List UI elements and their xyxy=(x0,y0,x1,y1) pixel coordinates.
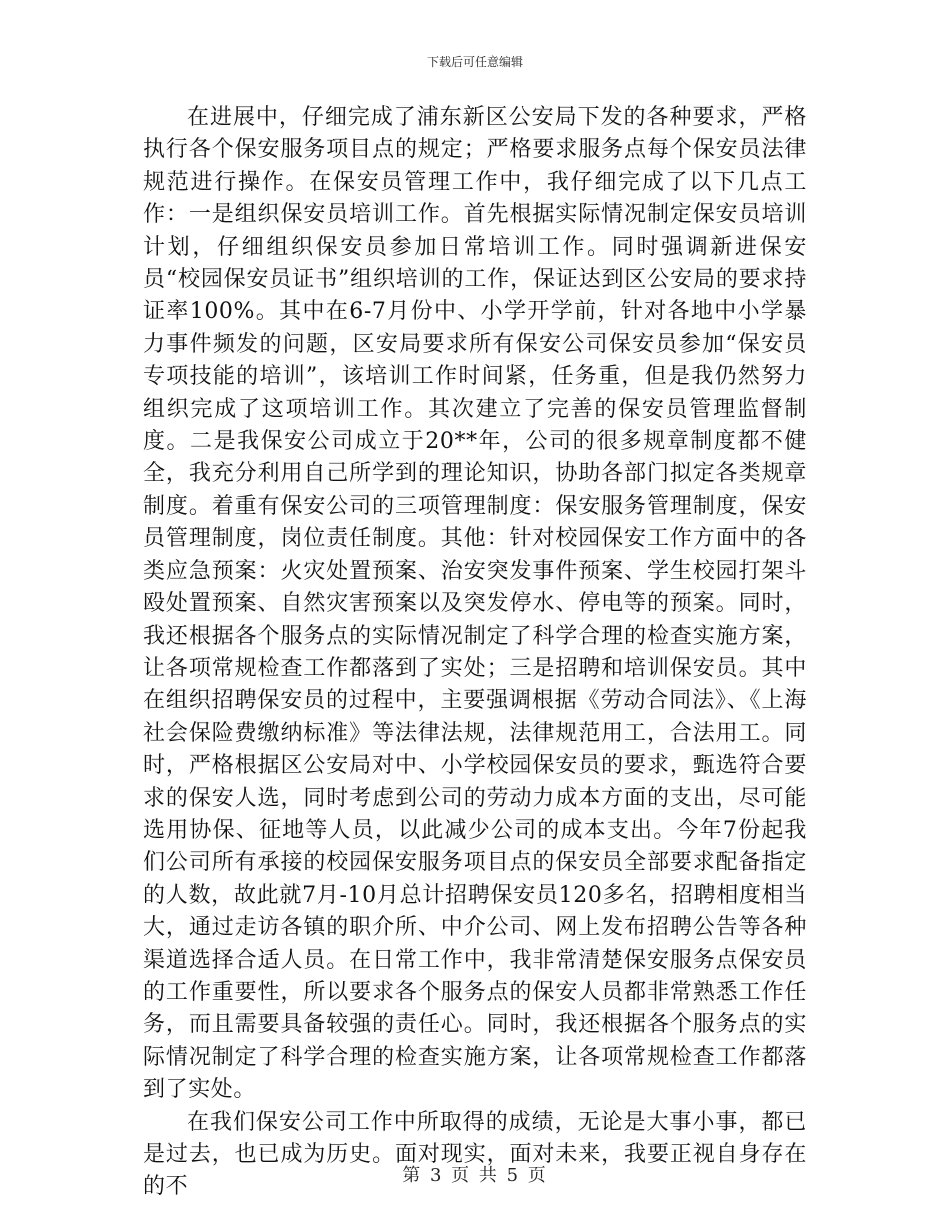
paragraph: 在我们保安公司工作中所取得的成绩，无论是大事小事，都已是过去，也已成为历史。面对现实，面对未来，我要正视自身存在的不 xyxy=(143,1109,807,1200)
document-body xyxy=(143,102,807,1204)
page-header-note: 下载后可任意编辑 xyxy=(426,55,523,69)
paragraph: 在进展中，仔细完成了浦东新区公安局下发的各种要求，严格执行各个保安服务项目点的规定；严格要求服务点每个保安员法律规范进行操作。在保安员管理工作中，我仔细完成了以下几点工作：一是组织保安员培训工作。首先根据实际情况制定保安员培训计划，仔细组织保安员参加日常培训工作。同时强调新进保安员“校园保安员证书”组织培训的工作，保证达到区公安局的要求持证率100%。其中在6-7月份中、小学开学前，针对各地中小学暴力事件频发的问题，区安局要求所有保安公司保安员参加“保安员专项技能的培训”，该培训工作时间紧，任务重，但是我仍然努力组织完成了这项培训工作。其次建立了完善的保安员管理监督制度。二是我保安公司成立于20**年，公司的很多规章制度都不健全，我充分利用自己所学到的理论知识，协助各部门拟定各类规章制度。着重有保安公司的三项管理制度：保安服务管理制度，保安员管理制度，岗位责任制度。其他：针对校园保安工作方面中的各类应急预案：火灾处置预案、治安突发事件预案、学生校园打架斗殴处置预案、自然灾害预案以及突发停水、停电等的预案。同时，我还根据各个服务点的实际情况制定了科学合理的检查实施方案，让各项常规检查工作都落到了实处；三是招聘和培训保安员。其中在组织招聘保安员的过程中，主要强调根据《劳动合同法》、《上海社会保险费缴纳标准》等法律法规，法律规范用工，合法用工。同时，严格根据区公安局对中、小学校园保安员的要求，甄选符合要求的保安人选，同时考虑到公司的劳动力成本方面的支出，尽可能选用协保、征地等人员，以此减少公司的成本支出。今年7份起我们公司所有承接的校园保安服务项目点的保安员全部要求配备指定的人数，故此就7月-10月总计招聘保安员120多名，招聘相度相当大，通过走访各镇的职介所、中介公司、网上发布招聘公告等各种渠道选择合适人员。在日常工作中，我非常清楚保安服务点保安员的工作重要性，所以要求各个服务点的保安人员都非常熟悉工作任务，而且需要具备较强的责任心。同时，我还根据各个服务点的实际情况制定了科学合理的检查实施方案，让各项常规检查工作都落到了实处。 xyxy=(143,105,807,1103)
page-number-footer: 第 3 页 共 5 页 xyxy=(402,1165,548,1186)
